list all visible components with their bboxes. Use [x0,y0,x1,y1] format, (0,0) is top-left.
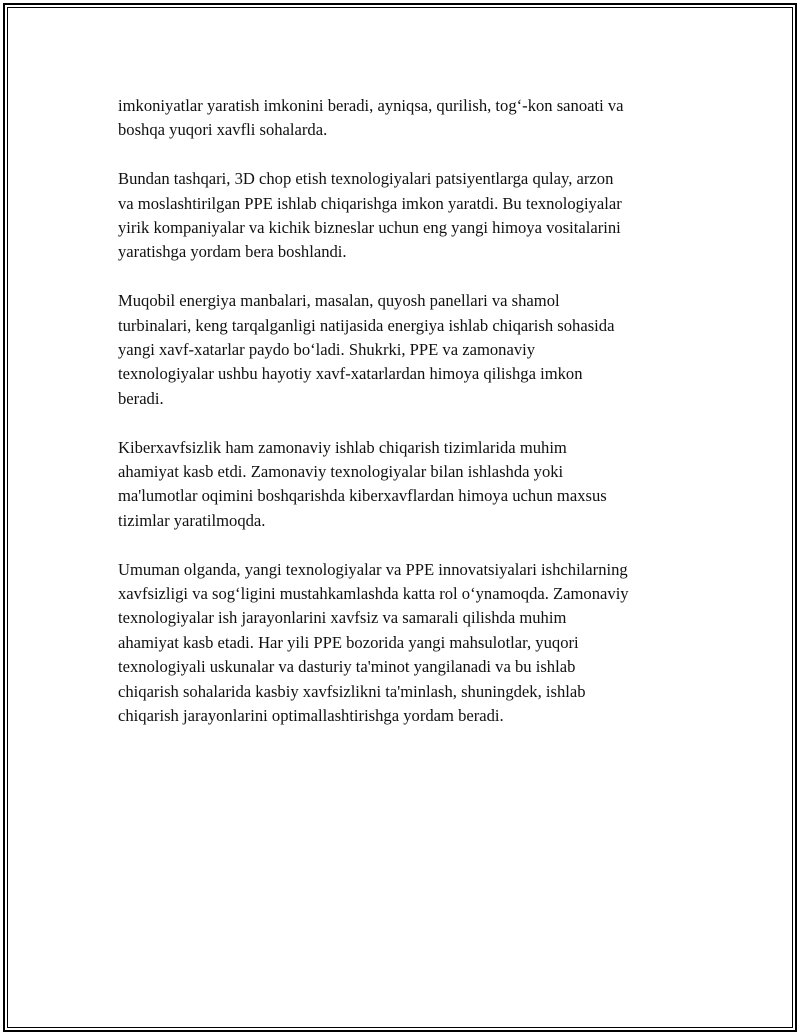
text-line: Kiberxavfsizlik ham zamonaviy ishlab chiqarish tizimlarida muhim [118,437,567,457]
text-line: xavfsizligi va sog‘ligini mustahkamlashda katta rol o‘ynamoqda. Zamonaviy [118,584,629,604]
text-line: boshqa yuqori xavfli sohalarda. [118,120,328,140]
text-line: texnologiyalar ish jarayonlarini xavfsiz va samarali qilishda muhim [118,608,567,628]
paragraph-3 [118,289,688,411]
text-line: yangi xavf-xatarlar paydo bo‘ladi. Shukrki, PPE va zamonaviy [118,340,536,360]
paragraph-1 [118,94,688,143]
text-line: ma'lumotlar oqimini boshqarishda kiberxavflardan himoya uchun maxsus [118,486,607,506]
text-line: yaratishga yordam bera boshlandi. [118,242,347,262]
text-line: va moslashtirilgan PPE ishlab chiqarishga imkon yaratdi. Bu texnologiyalar [118,193,622,213]
paragraph-4 [118,436,688,534]
text-line: texnologiyalar ushbu hayotiy xavf-xatarlardan himoya qilishga imkon [118,364,583,384]
text-line: tizimlar yaratilmoqda. [118,510,266,530]
text-line: chiqarish jarayonlarini optimallashtirishga yordam beradi. [118,706,504,726]
text-line: ahamiyat kasb etadi. Har yili PPE bozorida yangi mahsulotlar, yuqori [118,632,579,652]
text-line: yirik kompaniyalar va kichik bizneslar uchun eng yangi himoya vositalarini [118,218,621,238]
text-line: Bundan tashqari, 3D chop etish texnologiyalari patsiyentlarga qulay, arzon [118,169,614,189]
text-line: chiqarish sohalarida kasbiy xavfsizlikni ta'minlash, shuningdek, ishlab [118,681,586,701]
document-body [118,94,688,753]
paragraph-5 [118,558,688,729]
paragraph-2 [118,167,688,265]
text-line: texnologiyali uskunalar va dasturiy ta'minot yangilanadi va bu ishlab [118,657,576,677]
text-line: turbinalari, keng tarqalganligi natijasida energiya ishlab chiqarish sohasida [118,315,615,335]
text-line: ahamiyat kasb etdi. Zamonaviy texnologiyalar bilan ishlashda yoki [118,462,564,482]
text-line: Muqobil energiya manbalari, masalan, quyosh panellari va shamol [118,291,560,311]
text-line: imkoniyatlar yaratish imkonini beradi, ayniqsa, qurilish, tog‘-kon sanoati va [118,96,624,115]
text-line: beradi. [118,388,164,408]
text-line: Umuman olganda, yangi texnologiyalar va PPE innovatsiyalari ishchilarning [118,559,628,579]
